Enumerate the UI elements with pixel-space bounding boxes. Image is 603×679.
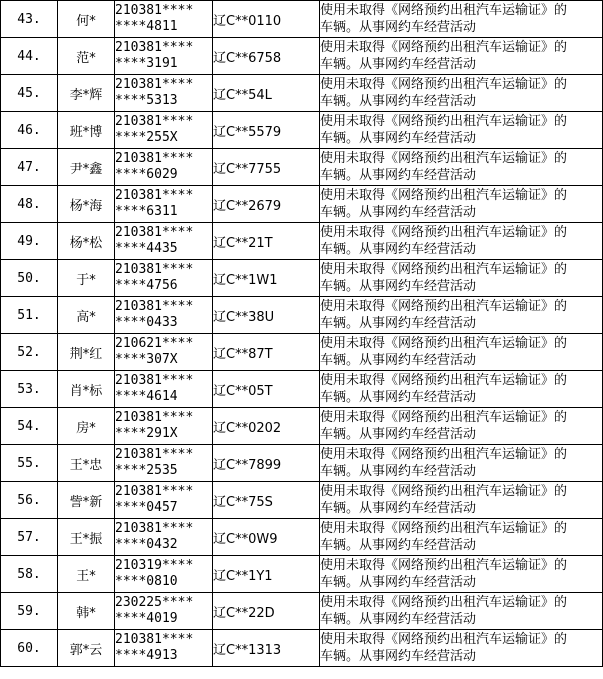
violation-line1: 使用未取得《网络预约出租汽车运输证》的	[320, 373, 568, 388]
id-number-line2: ****4614	[115, 389, 178, 404]
id-number-line1: 230225****	[115, 595, 194, 610]
id-number-line2: ****3191	[115, 56, 178, 71]
person-name: 郭*云	[58, 630, 115, 667]
id-number	[115, 38, 213, 75]
violation-line2: 车辆。从事网约车经营活动	[320, 501, 477, 516]
row-number: 49.	[1, 223, 58, 260]
violation-description	[320, 334, 603, 371]
violation-line1: 使用未取得《网络预约出租汽车运输证》的	[320, 521, 568, 536]
person-name: 于*	[58, 260, 115, 297]
row-number: 59.	[1, 593, 58, 630]
id-number-line1: 210381****	[115, 632, 194, 647]
plate-number: 辽C**1Y1	[213, 556, 320, 593]
person-name: 王*	[58, 556, 115, 593]
id-number-line2: ****4811	[115, 19, 178, 34]
id-number-line1: 210381****	[115, 3, 194, 18]
plate-number: 辽C**6758	[213, 38, 320, 75]
table-row	[1, 297, 603, 334]
violation-description	[320, 38, 603, 75]
violation-line2: 车辆。从事网约车经营活动	[320, 205, 477, 220]
violation-description	[320, 112, 603, 149]
violation-line2: 车辆。从事网约车经营活动	[320, 242, 477, 257]
violation-line1: 使用未取得《网络预约出租汽车运输证》的	[320, 77, 568, 92]
person-name: 荆*红	[58, 334, 115, 371]
table-row	[1, 112, 603, 149]
id-number-line2: ****255X	[115, 130, 178, 145]
violation-line2: 车辆。从事网约车经营活动	[320, 20, 477, 35]
id-number-line1: 210381****	[115, 484, 194, 499]
row-number: 57.	[1, 519, 58, 556]
id-number	[115, 1, 213, 38]
id-number-line2: ****0810	[115, 574, 178, 589]
plate-number: 辽C**1W1	[213, 260, 320, 297]
violation-line2: 车辆。从事网约车经营活动	[320, 427, 477, 442]
table-row	[1, 445, 603, 482]
violation-description	[320, 482, 603, 519]
id-number-line1: 210381****	[115, 40, 194, 55]
violation-description	[320, 445, 603, 482]
id-number	[115, 223, 213, 260]
table-row	[1, 593, 603, 630]
plate-number: 辽C**2679	[213, 186, 320, 223]
violation-description	[320, 223, 603, 260]
violation-line2: 车辆。从事网约车经营活动	[320, 353, 477, 368]
plate-number: 辽C**75S	[213, 482, 320, 519]
plate-number: 辽C**5579	[213, 112, 320, 149]
table-row	[1, 334, 603, 371]
plate-number: 辽C**0110	[213, 1, 320, 38]
row-number: 44.	[1, 38, 58, 75]
violation-description	[320, 1, 603, 38]
id-number-line1: 210381****	[115, 299, 194, 314]
violation-line2: 车辆。从事网约车经营活动	[320, 57, 477, 72]
violation-line2: 车辆。从事网约车经营活动	[320, 168, 477, 183]
table-row	[1, 1, 603, 38]
person-name: 訾*新	[58, 482, 115, 519]
id-number-line2: ****4756	[115, 278, 178, 293]
violation-description	[320, 297, 603, 334]
violation-line2: 车辆。从事网约车经营活动	[320, 316, 477, 331]
id-number	[115, 260, 213, 297]
violation-line1: 使用未取得《网络预约出租汽车运输证》的	[320, 632, 568, 647]
id-number-line2: ****0457	[115, 500, 178, 515]
person-name: 肖*标	[58, 371, 115, 408]
id-number-line1: 210319****	[115, 558, 194, 573]
id-number-line2: ****291X	[115, 426, 178, 441]
person-name: 杨*海	[58, 186, 115, 223]
violation-line1: 使用未取得《网络预约出租汽车运输证》的	[320, 40, 568, 55]
person-name: 杨*松	[58, 223, 115, 260]
row-number: 54.	[1, 408, 58, 445]
violation-line2: 车辆。从事网约车经营活动	[320, 390, 477, 405]
id-number-line2: ****4435	[115, 241, 178, 256]
plate-number: 辽C**21T	[213, 223, 320, 260]
violation-line2: 车辆。从事网约车经营活动	[320, 538, 477, 553]
row-number: 58.	[1, 556, 58, 593]
table-row	[1, 519, 603, 556]
plate-number: 辽C**05T	[213, 371, 320, 408]
id-number	[115, 371, 213, 408]
violation-line1: 使用未取得《网络预约出租汽车运输证》的	[320, 410, 568, 425]
person-name: 班*博	[58, 112, 115, 149]
id-number-line1: 210621****	[115, 336, 194, 351]
plate-number: 辽C**22D	[213, 593, 320, 630]
table-row	[1, 75, 603, 112]
id-number-line1: 210381****	[115, 410, 194, 425]
violation-description	[320, 371, 603, 408]
id-number-line1: 210381****	[115, 373, 194, 388]
table-row	[1, 38, 603, 75]
id-number-line1: 210381****	[115, 114, 194, 129]
id-number-line2: ****6311	[115, 204, 178, 219]
row-number: 47.	[1, 149, 58, 186]
id-number-line1: 210381****	[115, 77, 194, 92]
violation-line2: 车辆。从事网约车经营活动	[320, 279, 477, 294]
violation-line1: 使用未取得《网络预约出租汽车运输证》的	[320, 336, 568, 351]
person-name: 李*辉	[58, 75, 115, 112]
row-number: 55.	[1, 445, 58, 482]
violation-line2: 车辆。从事网约车经营活动	[320, 575, 477, 590]
person-name: 范*	[58, 38, 115, 75]
violation-description	[320, 75, 603, 112]
id-number-line2: ****4019	[115, 611, 178, 626]
violation-line1: 使用未取得《网络预约出租汽车运输证》的	[320, 299, 568, 314]
plate-number: 辽C**0202	[213, 408, 320, 445]
id-number-line1: 210381****	[115, 447, 194, 462]
row-number: 60.	[1, 630, 58, 667]
row-number: 56.	[1, 482, 58, 519]
id-number-line1: 210381****	[115, 151, 194, 166]
id-number-line2: ****2535	[115, 463, 178, 478]
violation-line2: 车辆。从事网约车经营活动	[320, 464, 477, 479]
violation-description	[320, 519, 603, 556]
id-number	[115, 593, 213, 630]
id-number	[115, 519, 213, 556]
row-number: 43.	[1, 1, 58, 38]
id-number	[115, 445, 213, 482]
id-number	[115, 186, 213, 223]
id-number-line2: ****6029	[115, 167, 178, 182]
violation-line2: 车辆。从事网约车经营活动	[320, 94, 477, 109]
row-number: 46.	[1, 112, 58, 149]
table-row	[1, 482, 603, 519]
id-number	[115, 297, 213, 334]
id-number	[115, 149, 213, 186]
violation-line2: 车辆。从事网约车经营活动	[320, 612, 477, 627]
plate-number: 辽C**7899	[213, 445, 320, 482]
row-number: 51.	[1, 297, 58, 334]
id-number-line2: ****5313	[115, 93, 178, 108]
violation-line2: 车辆。从事网约车经营活动	[320, 131, 477, 146]
id-number	[115, 112, 213, 149]
violation-line1: 使用未取得《网络预约出租汽车运输证》的	[320, 188, 568, 203]
table-row	[1, 371, 603, 408]
plate-number: 辽C**7755	[213, 149, 320, 186]
id-number	[115, 556, 213, 593]
violation-description	[320, 260, 603, 297]
id-number-line1: 210381****	[115, 262, 194, 277]
violation-line1: 使用未取得《网络预约出租汽车运输证》的	[320, 3, 568, 18]
plate-number: 辽C**0W9	[213, 519, 320, 556]
violation-description	[320, 630, 603, 667]
id-number-line2: ****0432	[115, 537, 178, 552]
violation-line1: 使用未取得《网络预约出租汽车运输证》的	[320, 484, 568, 499]
table-row	[1, 630, 603, 667]
row-number: 48.	[1, 186, 58, 223]
id-number	[115, 75, 213, 112]
id-number	[115, 482, 213, 519]
violation-line1: 使用未取得《网络预约出租汽车运输证》的	[320, 114, 568, 129]
id-number-line1: 210381****	[115, 521, 194, 536]
id-number	[115, 630, 213, 667]
person-name: 高*	[58, 297, 115, 334]
person-name: 王*振	[58, 519, 115, 556]
plate-number: 辽C**38U	[213, 297, 320, 334]
violation-description	[320, 149, 603, 186]
row-number: 53.	[1, 371, 58, 408]
row-number: 50.	[1, 260, 58, 297]
plate-number: 辽C**54L	[213, 75, 320, 112]
violation-line1: 使用未取得《网络预约出租汽车运输证》的	[320, 447, 568, 462]
table-body	[1, 1, 603, 667]
violation-line1: 使用未取得《网络预约出租汽车运输证》的	[320, 262, 568, 277]
person-name: 何*	[58, 1, 115, 38]
violation-description	[320, 408, 603, 445]
person-name: 尹*鑫	[58, 149, 115, 186]
id-number-line2: ****4913	[115, 648, 178, 663]
person-name: 房*	[58, 408, 115, 445]
person-name: 王*忠	[58, 445, 115, 482]
row-number: 45.	[1, 75, 58, 112]
person-name: 韩*	[58, 593, 115, 630]
violation-description	[320, 556, 603, 593]
violation-line1: 使用未取得《网络预约出租汽车运输证》的	[320, 558, 568, 573]
table-row	[1, 186, 603, 223]
id-number-line1: 210381****	[115, 188, 194, 203]
table-row	[1, 149, 603, 186]
table-row	[1, 223, 603, 260]
violation-line1: 使用未取得《网络预约出租汽车运输证》的	[320, 151, 568, 166]
plate-number: 辽C**1313	[213, 630, 320, 667]
violation-description	[320, 186, 603, 223]
id-number	[115, 334, 213, 371]
table-row	[1, 556, 603, 593]
violation-line2: 车辆。从事网约车经营活动	[320, 649, 477, 664]
table-row	[1, 260, 603, 297]
violation-line1: 使用未取得《网络预约出租汽车运输证》的	[320, 595, 568, 610]
plate-number: 辽C**87T	[213, 334, 320, 371]
id-number-line1: 210381****	[115, 225, 194, 240]
id-number	[115, 408, 213, 445]
violation-description	[320, 593, 603, 630]
row-number: 52.	[1, 334, 58, 371]
table-row	[1, 408, 603, 445]
id-number-line2: ****0433	[115, 315, 178, 330]
id-number-line2: ****307X	[115, 352, 178, 367]
violation-line1: 使用未取得《网络预约出租汽车运输证》的	[320, 225, 568, 240]
